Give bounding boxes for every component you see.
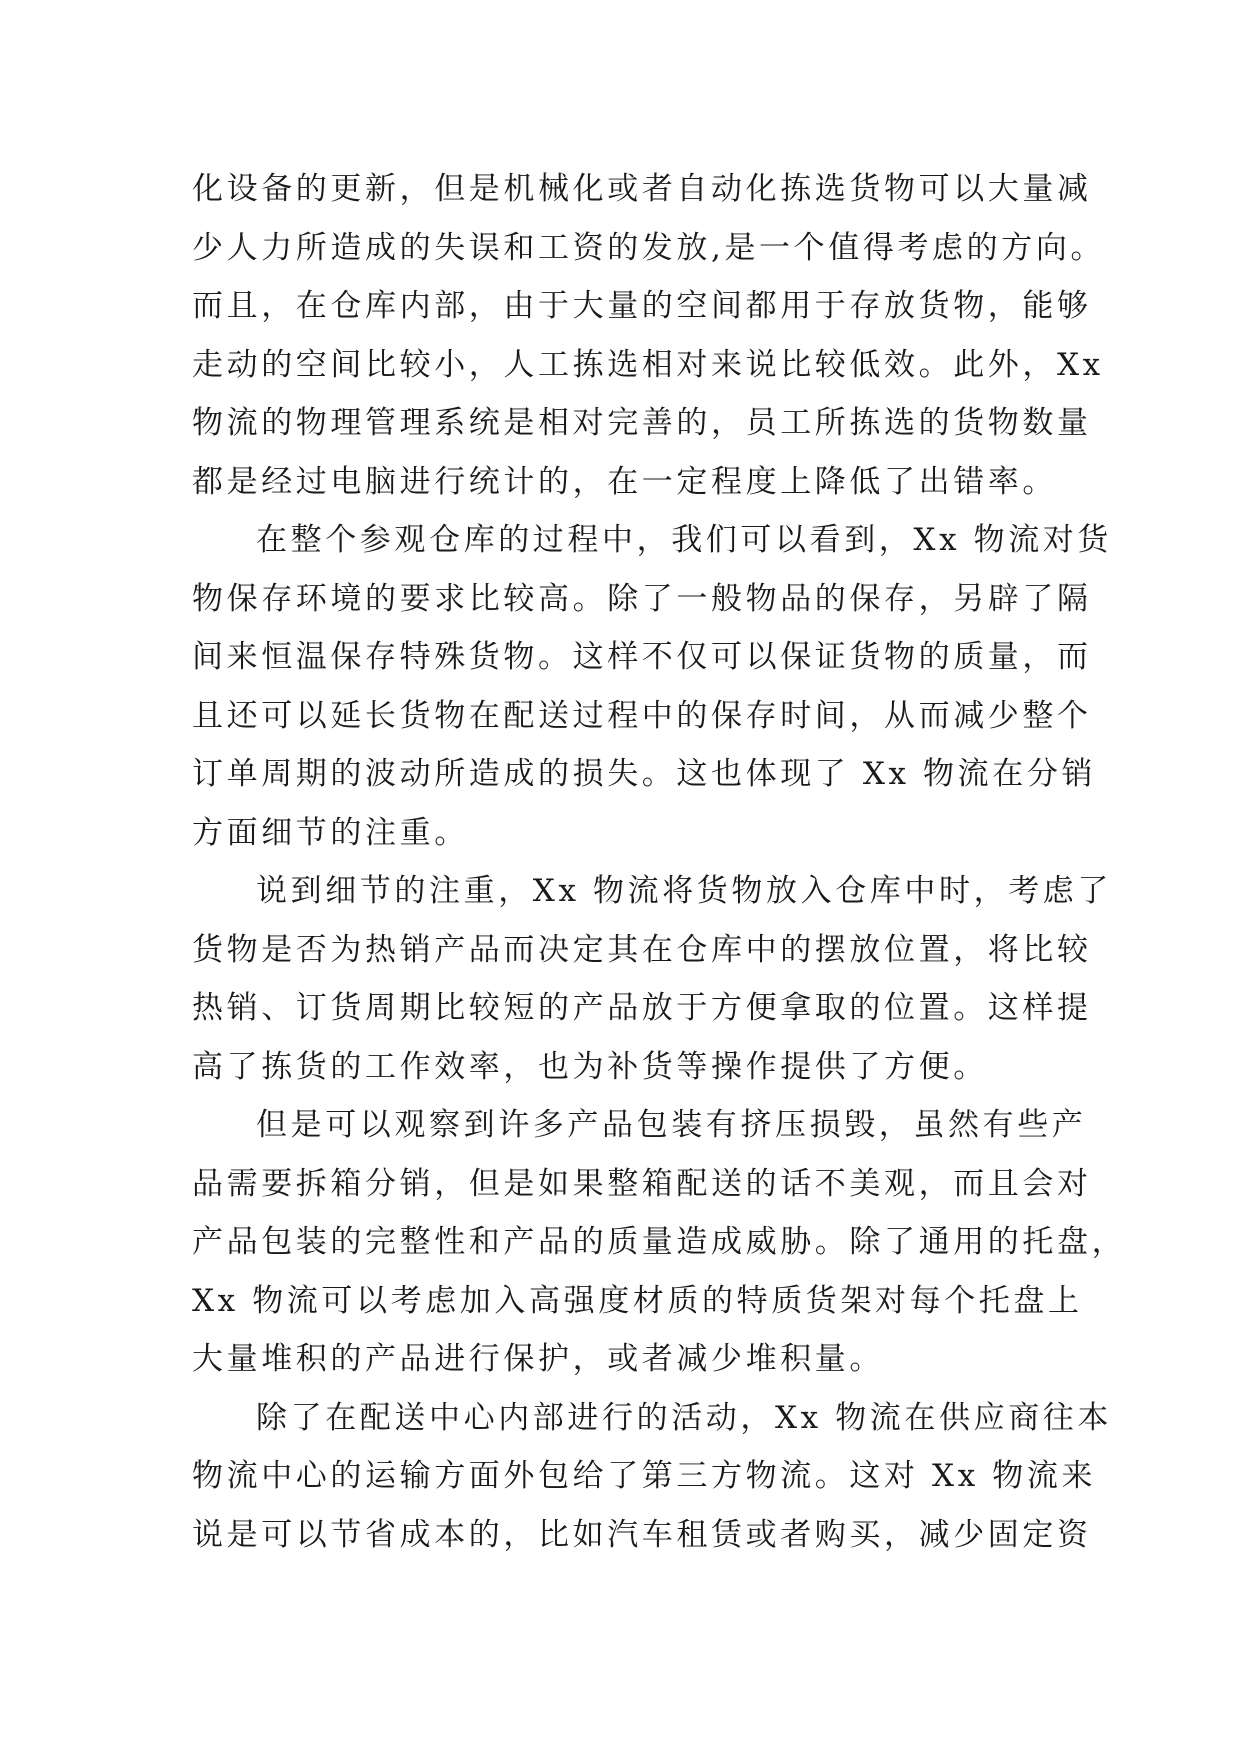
paragraph-5 — [192, 1389, 1113, 1565]
text-line: 物保存环境的要求比较高。除了一般物品的保存，另辟了隔 — [192, 580, 1092, 617]
text-line: 在整个参观仓库的过程中，我们可以看到，Xx 物流对货 — [256, 522, 1113, 558]
paragraph-2 — [192, 511, 1113, 862]
text-line: 都是经过电脑进行统计的，在一定程度上降低了出错率。 — [192, 463, 1057, 500]
text-line: 走动的空间比较小，人工拣选相对来说比较低效。此外，Xx — [192, 346, 1104, 383]
text-line: Xx 物流可以考虑加入高强度材质的特质货架对每个托盘上 — [192, 1282, 1083, 1319]
text-line: 而且，在仓库内部，由于大量的空间都用于存放货物，能够 — [192, 288, 1092, 324]
text-line: 化设备的更新，但是机械化或者自动化拣选货物可以大量减 — [192, 171, 1092, 207]
text-line: 品需要拆箱分销，但是如果整箱配送的话不美观，而且会对 — [192, 1165, 1092, 1202]
paragraph-1 — [192, 160, 1106, 511]
text-line: 方面细节的注重。 — [192, 814, 469, 851]
text-line: 但是可以观察到许多产品包装有挤压损毁，虽然有些产 — [256, 1107, 1087, 1143]
text-line: 物流中心的运输方面外包给了第三方物流。这对 Xx 物流来 — [192, 1458, 1097, 1494]
text-line: 订单周期的波动所造成的损失。这也体现了 Xx 物流在分销 — [192, 756, 1097, 792]
text-line: 说是可以节省成本的，比如汽车租赁或者购买，减少固定资 — [192, 1516, 1092, 1553]
text-line: 间来恒温保存特殊货物。这样不仅可以保证货物的质量，而 — [192, 639, 1092, 675]
text-line: 除了在配送中心内部进行的活动，Xx 物流在供应商往本 — [256, 1399, 1113, 1436]
text-line: 说到细节的注重，Xx 物流将货物放入仓库中时，考虑了 — [256, 873, 1113, 909]
text-line: 且还可以延长货物在配送过程中的保存时间，从而减少整个 — [192, 697, 1092, 734]
text-line: 热销、订货周期比较短的产品放于方便拿取的位置。这样提 — [192, 990, 1092, 1026]
text-line: 少人力所造成的失误和工资的发放,是一个值得考虑的方向。 — [192, 229, 1106, 266]
body-text — [192, 160, 1127, 1564]
text-line: 高了拣货的工作效率，也为补货等操作提供了方便。 — [192, 1048, 988, 1085]
paragraph-4 — [192, 1096, 1127, 1389]
paragraph-3 — [192, 862, 1113, 1096]
text-line: 大量堆积的产品进行保护，或者减少堆积量。 — [192, 1341, 884, 1377]
text-line: 产品包装的完整性和产品的质量造成威胁。除了通用的托盘， — [192, 1224, 1127, 1260]
text-line: 物流的物理管理系统是相对完善的，员工所拣选的货物数量 — [192, 405, 1092, 441]
text-line: 货物是否为热销产品而决定其在仓库中的摆放位置，将比较 — [192, 931, 1092, 968]
